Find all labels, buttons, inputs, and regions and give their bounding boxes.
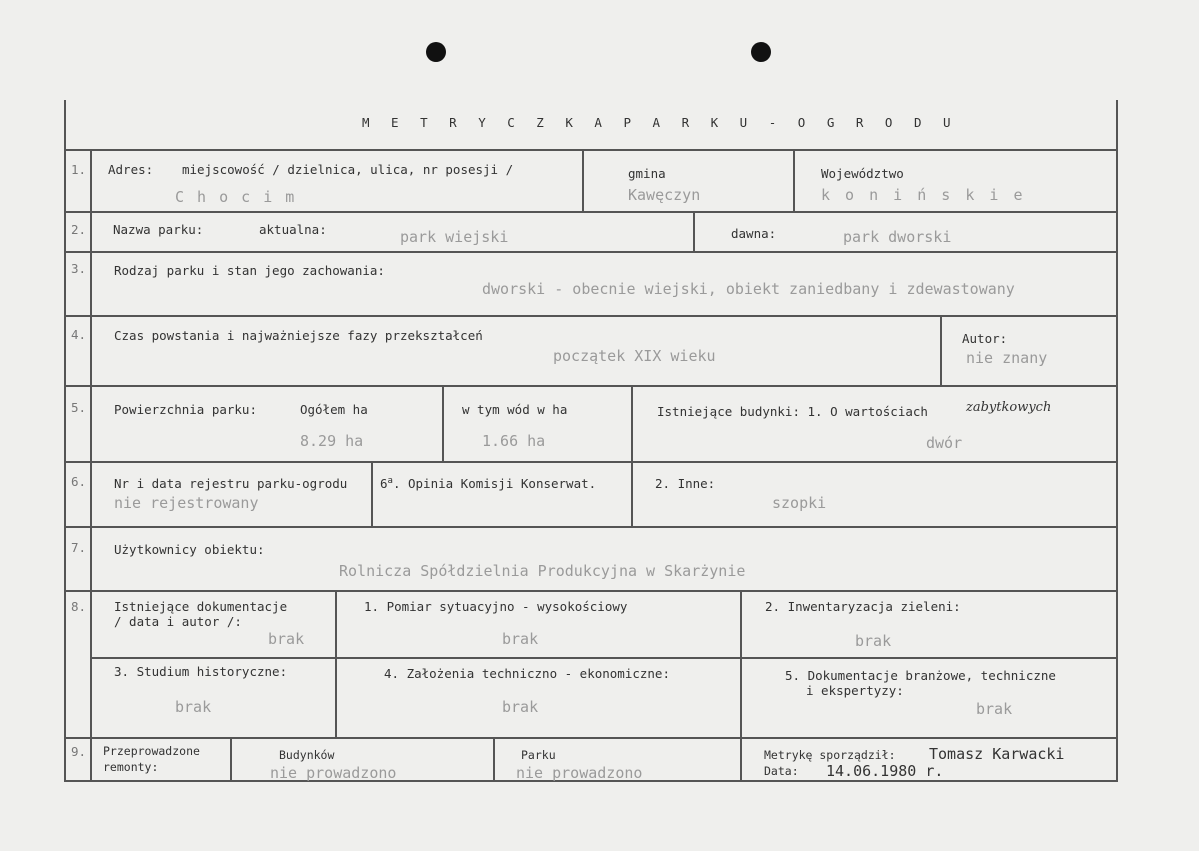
- value-budynki: dwór: [926, 434, 963, 452]
- label-dokumentacje-branzowe: 5. Dokumentacje branżowe, techniczne: [785, 668, 1056, 683]
- row-divider: [64, 149, 1118, 151]
- value-autor: nie znany: [966, 349, 1048, 367]
- label-data-autor: / data i autor /:: [114, 614, 242, 629]
- col-divider: [442, 386, 444, 462]
- row-number: 4.: [71, 327, 87, 342]
- number-column-line: [90, 150, 92, 782]
- value-dawna: park dworski: [843, 228, 952, 246]
- col-divider: [371, 462, 373, 527]
- row-divider: [64, 315, 1118, 317]
- label-adres: Adres:: [108, 162, 154, 177]
- frame-left: [64, 100, 66, 782]
- row-divider: [90, 657, 1116, 659]
- value-inne: szopki: [772, 494, 827, 512]
- row-divider: [64, 211, 1118, 213]
- col-divider: [631, 386, 633, 527]
- value-pomiar: brak: [502, 630, 539, 648]
- value-data: 14.06.1980 r.: [826, 762, 944, 780]
- row-number: 9.: [71, 744, 87, 759]
- row-number: 8.: [71, 599, 87, 614]
- label-miejscowosc: miejscowość / dzielnica, ulica, nr posesji /: [182, 162, 514, 177]
- label-dokumentacje: Istniejące dokumentacje: [114, 599, 288, 614]
- label-budynkow: Budynków: [279, 748, 335, 762]
- label-dawna: dawna:: [731, 226, 777, 241]
- row-divider: [64, 385, 1118, 387]
- row-number: 2.: [71, 222, 87, 237]
- row-number: 3.: [71, 261, 87, 276]
- label-opinia-text: . Opinia Komisji Konserwat.: [392, 476, 597, 492]
- value-wojewodztwo: k o n i ń s k i e: [821, 186, 1026, 204]
- value-sporzadzil: Tomasz Karwacki: [929, 745, 1065, 763]
- value-gmina: Kawęczyn: [628, 186, 701, 204]
- value-zalozenia: brak: [502, 698, 539, 716]
- label-autor: Autor:: [962, 331, 1008, 346]
- label-inne: 2. Inne:: [655, 476, 716, 491]
- frame-right: [1116, 100, 1118, 782]
- value-remonty-budynkow: nie prowadzono: [270, 764, 397, 782]
- col-divider: [740, 591, 742, 738]
- punch-hole: [426, 42, 446, 62]
- label-aktualna: aktualna:: [259, 222, 327, 237]
- row-divider: [64, 590, 1118, 592]
- col-divider: [493, 738, 495, 781]
- label-istniejace-budynki: Istniejące budynki: 1. O wartościach: [657, 404, 928, 419]
- label-rejestr: Nr i data rejestru parku-ogrodu: [114, 476, 348, 491]
- label-opinia-komisji: [380, 476, 596, 491]
- value-ogolem: 8.29 ha: [300, 432, 364, 450]
- label-6a-superscript: a: [387, 476, 393, 486]
- label-nazwa-parku: Nazwa parku:: [113, 222, 204, 237]
- value-dokumentacje: brak: [268, 630, 305, 648]
- label-metryke-sporzadzil: Metrykę sporządził:: [764, 748, 896, 762]
- value-dokumentacje-branzowe: brak: [976, 700, 1013, 718]
- label-wojewodztwo: Województwo: [821, 166, 904, 181]
- label-6a-number: 6: [380, 476, 388, 492]
- label-gmina: gmina: [628, 166, 666, 181]
- value-remonty-parku: nie prowadzono: [516, 764, 643, 782]
- col-divider: [793, 150, 795, 212]
- row-number: 1.: [71, 162, 87, 177]
- value-aktualna: park wiejski: [400, 228, 509, 246]
- row-divider: [64, 251, 1118, 253]
- label-remonty: remonty:: [103, 760, 159, 774]
- label-uzytkownicy: Użytkownicy obiektu:: [114, 542, 265, 557]
- label-inwentaryzacja: 2. Inwentaryzacja zieleni:: [765, 599, 961, 614]
- col-divider: [940, 316, 942, 386]
- label-rodzaj: Rodzaj parku i stan jego zachowania:: [114, 263, 385, 278]
- punch-hole: [751, 42, 771, 62]
- label-przeprowadzone: Przeprowadzone: [103, 744, 200, 758]
- label-pomiar: 1. Pomiar sytuacyjno - wysokościowy: [364, 599, 628, 614]
- value-inwentaryzacja: brak: [855, 632, 892, 650]
- label-zalozenia: 4. Założenia techniczno - ekonomiczne:: [384, 666, 670, 681]
- col-divider: [230, 738, 232, 781]
- col-divider: [582, 150, 584, 212]
- label-studium: 3. Studium historyczne:: [114, 664, 288, 679]
- label-data: Data:: [764, 764, 799, 778]
- value-rodzaj: dworski - obecnie wiejski, obiekt zaniedbany i zdewastowany: [482, 280, 1015, 298]
- value-rejestr: nie rejestrowany: [114, 494, 259, 512]
- value-studium: brak: [175, 698, 212, 716]
- label-wod: w tym wód w ha: [462, 402, 568, 417]
- label-parku: Parku: [521, 748, 556, 762]
- row-divider: [64, 461, 1118, 463]
- row-number: 5.: [71, 400, 87, 415]
- label-powierzchnia: Powierzchnia parku:: [114, 402, 257, 417]
- row-number: 7.: [71, 540, 87, 555]
- row-divider: [64, 526, 1118, 528]
- row-divider: [64, 737, 1118, 739]
- row-number: 6.: [71, 474, 87, 489]
- label-ogolem: Ogółem ha: [300, 402, 368, 417]
- col-divider: [335, 591, 337, 738]
- page-title: M E T R Y C Z K A P A R K U - O G R O D U: [362, 115, 958, 130]
- value-wod: 1.66 ha: [482, 432, 546, 450]
- label-ekspertyzy: i ekspertyzy:: [806, 683, 904, 698]
- col-divider: [693, 212, 695, 252]
- value-miejscowosc: C h o c i m: [175, 188, 297, 206]
- value-czas-powstania: początek XIX wieku: [553, 347, 716, 365]
- value-uzytkownicy: Rolnicza Spółdzielnia Produkcyjna w Skarżynie: [339, 562, 746, 580]
- label-czas-powstania: Czas powstania i najważniejsze fazy przekształceń: [114, 328, 483, 343]
- handwritten-zabytkowych: zabytkowych: [966, 400, 1052, 415]
- col-divider: [740, 738, 742, 781]
